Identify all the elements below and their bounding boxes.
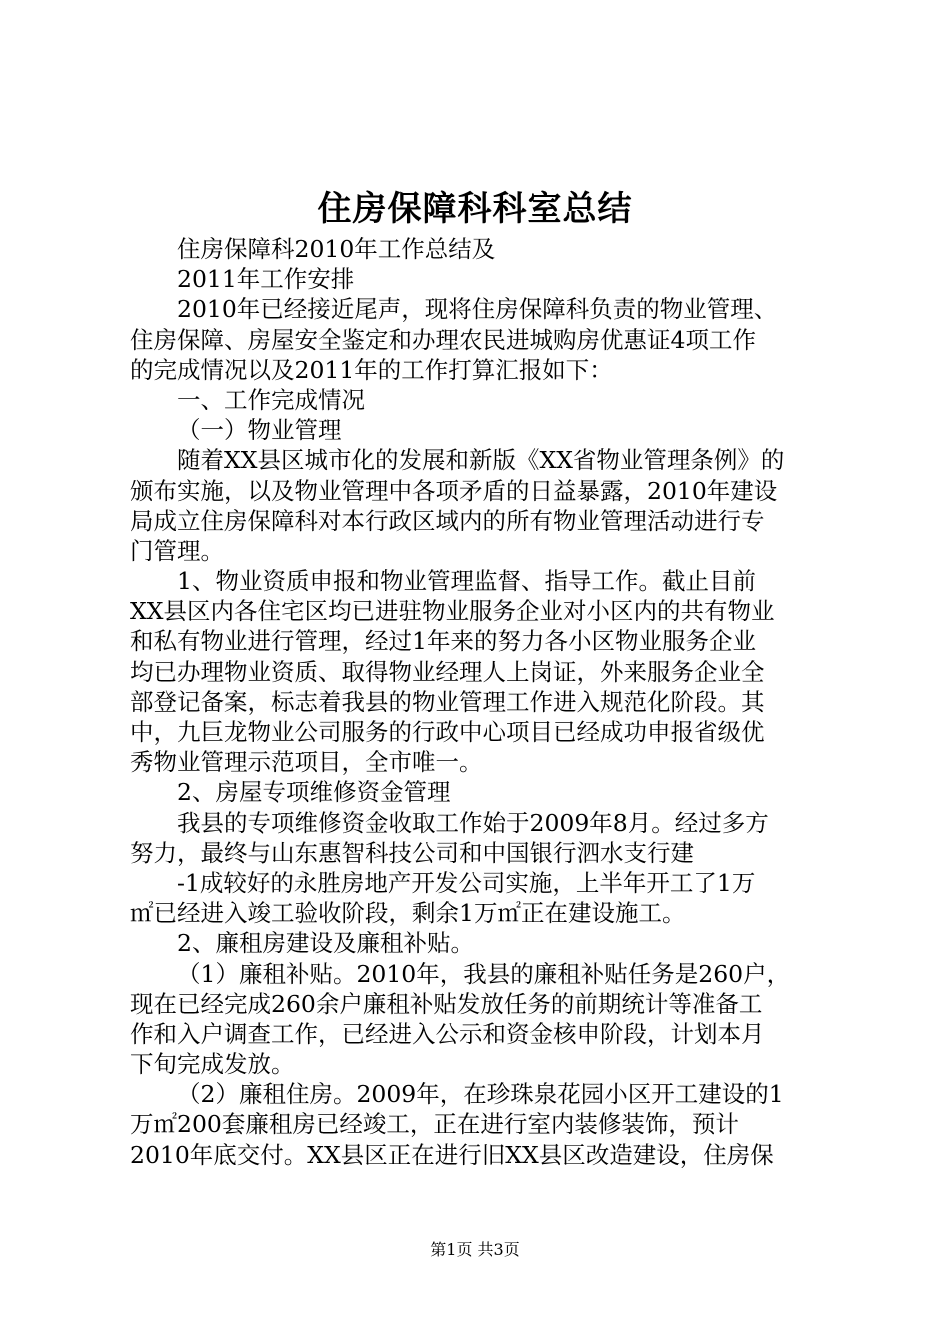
body-line: 部登记备案，标志着我县的物业管理工作进入规范化阶段。其: [130, 687, 765, 716]
body-line: 一、工作完成情况: [177, 385, 365, 414]
body-line: 的完成情况以及2011年的工作打算汇报如下：: [130, 355, 613, 384]
body-line: 我县的专项维修资金收取工作始于2009年8月。经过多方: [177, 808, 769, 837]
body-line: 2010年底交付。XX县区正在进行旧XX县区改造建设，住房保: [130, 1140, 774, 1169]
body-line: 和私有物业进行管理，经过1年来的努力各小区物业服务企业: [130, 627, 756, 656]
body-line: 局成立住房保障科对本行政区域内的所有物业管理活动进行专: [130, 506, 765, 535]
body-line: （2）廉租住房。2009年，在珍珠泉花园小区开工建设的1: [177, 1080, 784, 1109]
body-line: XX县区内各住宅区均已进驻物业服务企业对小区内的共有物业: [130, 597, 775, 626]
body-line: 均已办理物业资质、取得物业经理人上岗证，外来服务企业全: [130, 657, 765, 686]
body-line: 2、房屋专项维修资金管理: [177, 778, 451, 807]
body-line: 努力，最终与山东惠智科技公司和中国银行泗水支行建: [130, 838, 694, 867]
body-line: 1、物业资质申报和物业管理监督、指导工作。截止目前: [177, 567, 756, 596]
body-line: 现在已经完成260余户廉租补贴发放任务的前期统计等准备工: [130, 989, 763, 1018]
body-line: 中，九巨龙物业公司服务的行政中心项目已经成功申报省级优: [130, 718, 765, 746]
document-title: 住房保障科科室总结: [317, 189, 633, 229]
page-footer: 第1页 共3页: [430, 1240, 520, 1259]
body-line: -1成较好的永胜房地产开发公司实施，上半年开工了1万: [177, 868, 756, 897]
body-line: 2011年工作安排: [177, 265, 355, 294]
body-line: 下旬完成发放。: [130, 1050, 295, 1079]
document-body: [130, 234, 830, 1170]
body-line: 住房保障、房屋安全鉴定和办理农民进城购房优惠证4项工作: [130, 325, 756, 354]
body-line: 秀物业管理示范项目，全市唯一。: [130, 748, 483, 777]
body-line: 住房保障科2010年工作总结及: [177, 235, 496, 263]
body-line: ㎡已经进入竣工验收阶段，剩余1万㎡正在建设施工。: [130, 899, 686, 928]
body-line: （一）物业管理: [177, 416, 342, 445]
body-line: 作和入户调查工作，已经进入公示和资金核申阶段，计划本月: [130, 1019, 765, 1048]
body-line: 2010年已经接近尾声，现将住房保障科负责的物业管理、: [177, 295, 778, 324]
body-line: 颁布实施，以及物业管理中各项矛盾的日益暴露，2010年建设: [130, 476, 778, 505]
body-line: （1）廉租补贴。2010年，我县的廉租补贴任务是260户，: [177, 959, 791, 988]
body-line: 随着XX县区城市化的发展和新版《XX省物业管理条例》的: [177, 446, 785, 475]
body-line: 万㎡200套廉租房已经竣工，正在进行室内装修装饰，预计: [130, 1110, 739, 1139]
body-line: 2、廉租房建设及廉租补贴。: [177, 929, 474, 958]
body-line: 门管理。: [130, 536, 224, 565]
